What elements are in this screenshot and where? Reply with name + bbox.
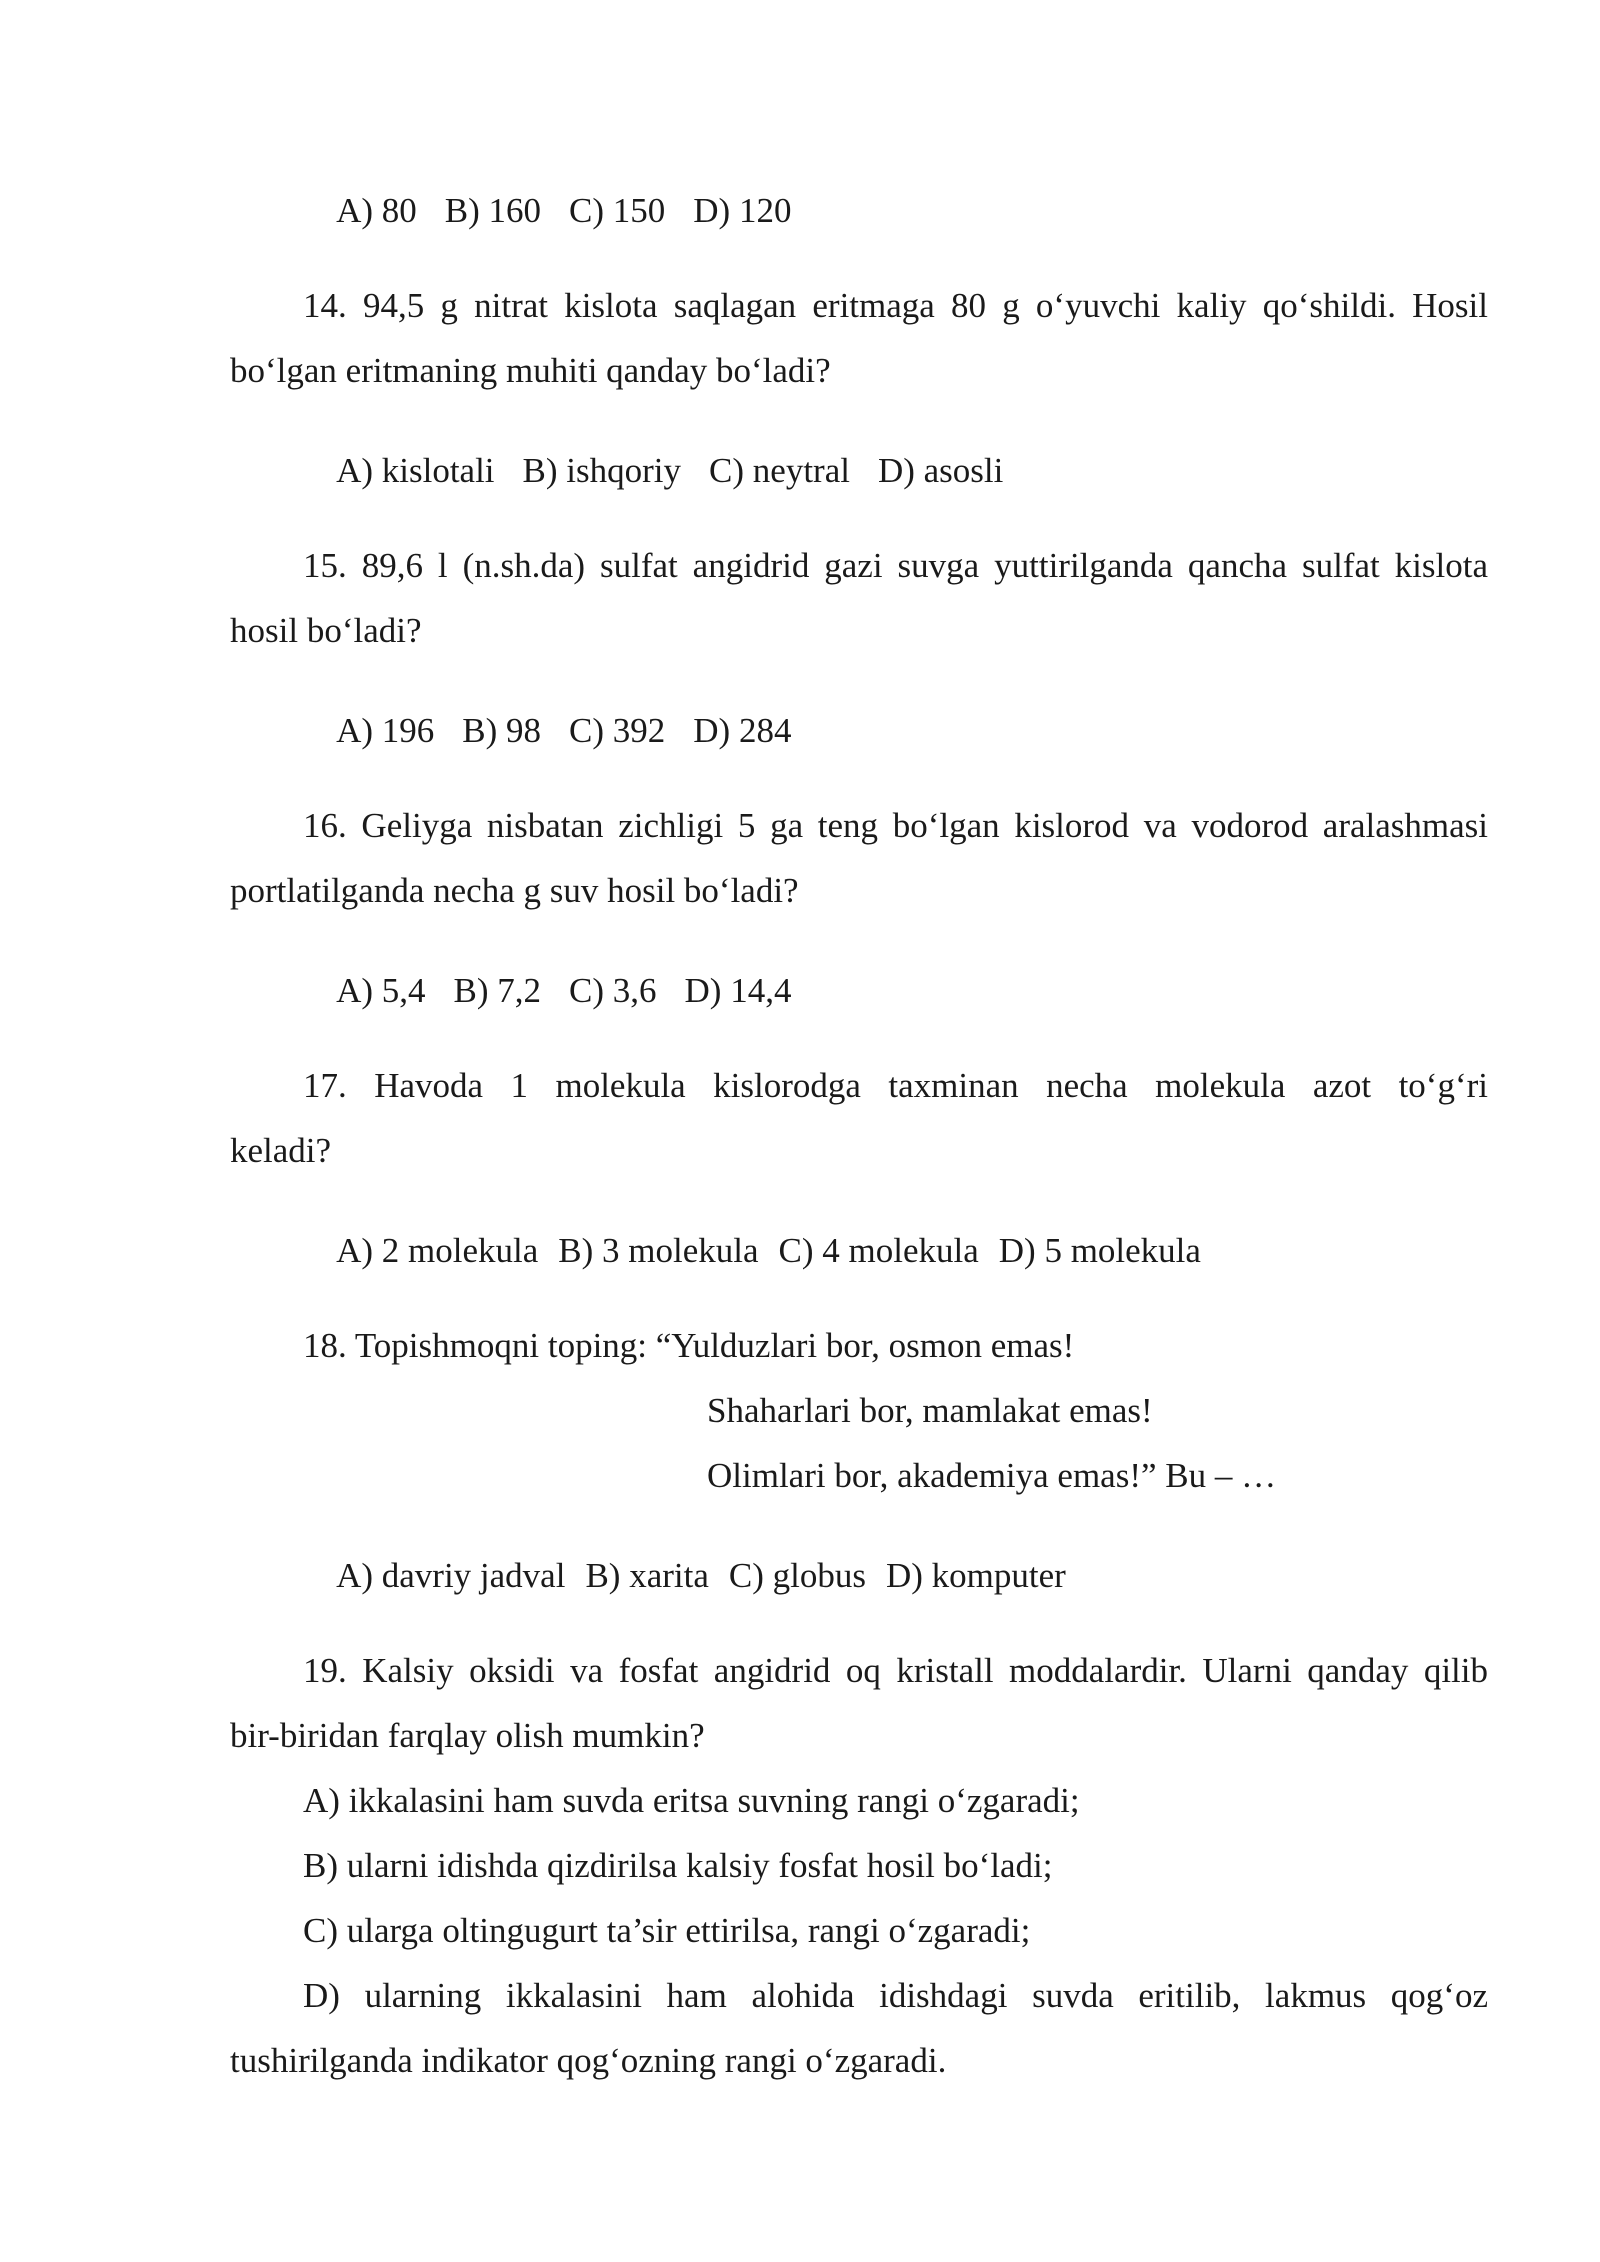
q17-options	[303, 1198, 1201, 1303]
q17-text-line2: keladi?	[230, 1131, 332, 1170]
q16-options	[303, 938, 791, 1043]
q13-option-d: D) 120	[693, 191, 792, 230]
q13-options	[303, 158, 791, 263]
q18-riddle-line2: Shaharlari bor, mamlakat emas!	[707, 1391, 1153, 1430]
q18-option-c: C) globus	[728, 1556, 866, 1595]
q19-option-b: B) ularni idishda qizdirilsa kalsiy fosfat hosil bo‘ladi;	[303, 1846, 1053, 1885]
q14-options	[303, 418, 1003, 523]
q18-option-b: B) xarita	[585, 1556, 709, 1595]
q19-option-a: A) ikkalasini ham suvda eritsa suvning rangi o‘zgaradi;	[303, 1781, 1080, 1820]
q13-option-b: B) 160	[444, 191, 542, 230]
q16-text-line2: portlatilganda necha g suv hosil bo‘ladi?	[230, 871, 799, 910]
q18-text-line1: 18. Topishmoqni toping: “Yulduzlari bor, osmon emas!	[303, 1326, 1075, 1365]
q13-option-a: A) 80	[336, 191, 417, 230]
q15-options	[303, 678, 791, 783]
q18-option-d: D) komputer	[886, 1556, 1066, 1595]
q16-option-a: A) 5,4	[336, 971, 426, 1010]
q16-option-c: C) 3,6	[569, 971, 657, 1010]
q19-option-d-line2: tushirilganda indikator qog‘ozning rangi o‘zgaradi.	[230, 2041, 947, 2080]
q19-option-d-line1: D) ularning ikkalasini ham alohida idishdagi suvda eritilib, lakmus qog‘oz	[303, 1976, 1488, 2015]
q17-option-c: C) 4 molekula	[778, 1231, 979, 1270]
q14-option-c: C) neytral	[709, 451, 850, 490]
q19-text-line2: bir-biridan farqlay olish mumkin?	[230, 1716, 705, 1755]
q17-option-b: B) 3 molekula	[558, 1231, 759, 1270]
q14-option-a: A) kislotali	[336, 451, 495, 490]
q15-option-a: A) 196	[336, 711, 435, 750]
q18-option-a: A) davriy jadval	[336, 1556, 566, 1595]
q15-option-c: C) 392	[569, 711, 666, 750]
q16-option-b: B) 7,2	[453, 971, 542, 1010]
q18-options	[303, 1523, 1066, 1628]
q16-text-line1: 16. Geliyga nisbatan zichligi 5 ga teng bo‘lgan kislorod va vodorod aralashmasi	[303, 806, 1488, 845]
q17-text-line1: 17. Havoda 1 molekula kislorodga taxminan necha molekula azot to‘g‘ri	[303, 1066, 1488, 1105]
q14-option-b: B) ishqoriy	[522, 451, 682, 490]
q14-text-line2: bo‘lgan eritmaning muhiti qanday bo‘ladi?	[230, 351, 831, 390]
q18-riddle-line3: Olimlari bor, akademiya emas!” Bu – …	[707, 1456, 1277, 1495]
q16-option-d: D) 14,4	[684, 971, 792, 1010]
q13-option-c: C) 150	[569, 191, 666, 230]
q15-text-line1: 15. 89,6 l (n.sh.da) sulfat angidrid gazi suvga yuttirilganda qancha sulfat kislota	[303, 546, 1488, 585]
q17-option-d: D) 5 molekula	[998, 1231, 1201, 1270]
q14-text-line1: 14. 94,5 g nitrat kislota saqlagan eritmaga 80 g o‘yuvchi kaliy qo‘shildi. Hosil	[303, 286, 1488, 325]
q15-option-b: B) 98	[462, 711, 542, 750]
q19-text-line1: 19. Kalsiy oksidi va fosfat angidrid oq kristall moddalardir. Ularni qanday qilib	[303, 1651, 1488, 1690]
q14-option-d: D) asosli	[877, 451, 1004, 490]
q19-option-c: C) ularga oltingugurt ta’sir ettirilsa, rangi o‘zgaradi;	[303, 1911, 1031, 1950]
q15-text-line2: hosil bo‘ladi?	[230, 611, 422, 650]
q15-option-d: D) 284	[693, 711, 792, 750]
q17-option-a: A) 2 molekula	[336, 1231, 539, 1270]
